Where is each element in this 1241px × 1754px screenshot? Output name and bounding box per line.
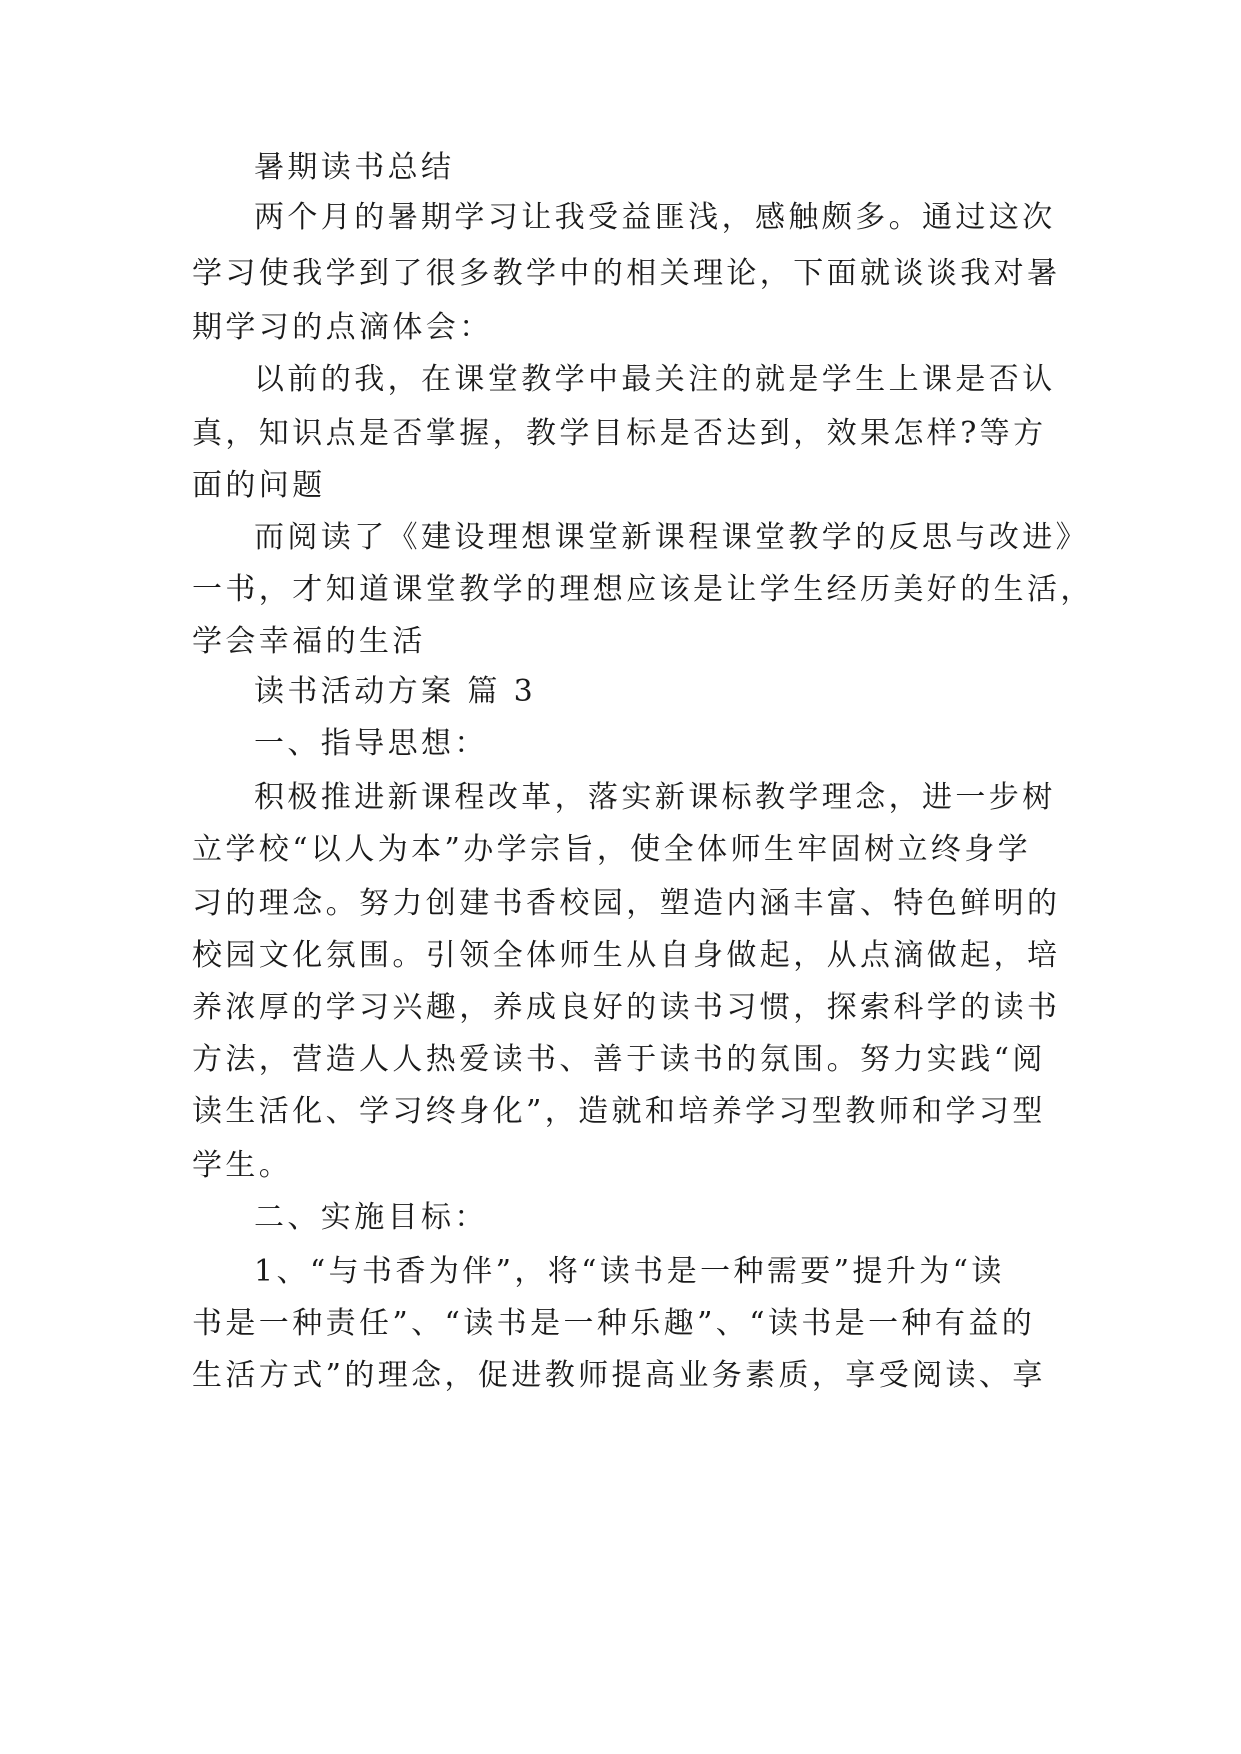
paragraph-line: 一书，才知道课堂教学的理想应该是让学生经历美好的生活， xyxy=(192,572,1094,607)
paragraph-line: 学习使我学到了很多教学中的相关理论，下面就谈谈我对暑 xyxy=(192,256,1061,291)
paragraph-line: 学会幸福的生活 xyxy=(192,624,426,659)
paragraph-line: 养浓厚的学习兴趣，养成良好的读书习惯，探索科学的读书 xyxy=(192,990,1061,1025)
section-title: 暑期读书总结 xyxy=(254,150,455,185)
paragraph-line: 真，知识点是否掌握，教学目标是否达到，效果怎样?等方 xyxy=(192,416,1047,451)
paragraph-line: 书是一种责任”、“读书是一种乐趣”、“读书是一种有益的 xyxy=(192,1306,1036,1341)
paragraph-line: 1、“与书香为伴”，将“读书是一种需要”提升为“读 xyxy=(254,1254,1005,1289)
paragraph-line: 校园文化氛围。引领全体师生从自身做起，从点滴做起，培 xyxy=(192,938,1061,973)
paragraph-line: 生活方式”的理念，促进教师提高业务素质，享受阅读、享 xyxy=(192,1358,1046,1393)
paragraph-line: 面的问题 xyxy=(192,468,326,503)
paragraph-line: 积极推进新课程改革，落实新课标教学理念，进一步树 xyxy=(254,780,1056,815)
paragraph-line: 立学校“以人为本”办学宗旨，使全体师生牢固树立终身学 xyxy=(192,832,1032,867)
paragraph-line: 方法，营造人人热爱读书、善于读书的氛围。努力实践“阅 xyxy=(192,1042,1046,1077)
subsection-heading: 一、指导思想： xyxy=(254,726,488,761)
paragraph-line: 学生。 xyxy=(192,1148,293,1183)
paragraph-line: 而阅读了《建设理想课堂新课程课堂教学的反思与改进》 xyxy=(254,520,1089,555)
paragraph-line: 期学习的点滴体会： xyxy=(192,310,493,345)
paragraph-line: 读生活化、学习终身化”，造就和培养学习型教师和学习型 xyxy=(192,1094,1046,1129)
paragraph-line: 以前的我，在课堂教学中最关注的就是学生上课是否认 xyxy=(254,362,1056,397)
paragraph-line: 两个月的暑期学习让我受益匪浅，感触颇多。通过这次 xyxy=(254,200,1056,235)
paragraph-line: 习的理念。努力创建书香校园，塑造内涵丰富、特色鲜明的 xyxy=(192,886,1061,921)
section-heading: 读书活动方案 篇 3 xyxy=(254,674,537,709)
subsection-heading: 二、实施目标： xyxy=(254,1200,488,1235)
